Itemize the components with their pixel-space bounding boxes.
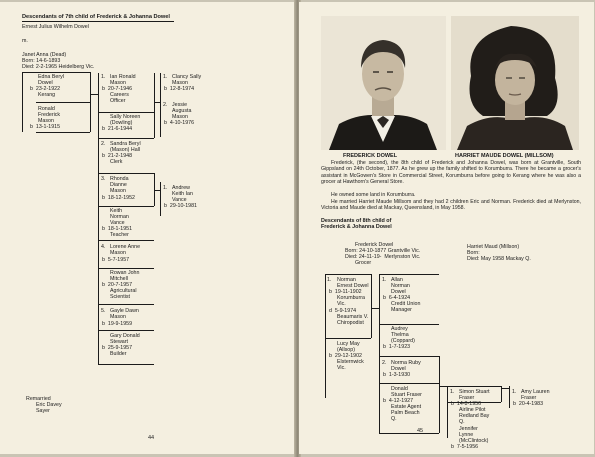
bracket-line — [379, 433, 439, 434]
person-name-line: Mason — [172, 80, 188, 86]
person-name-line: Norman — [110, 214, 129, 220]
person-detail: Elsternwick — [337, 359, 364, 365]
remarried-line: Sayer — [36, 408, 50, 414]
biography-paragraph-3: He married Harriet Maude Millsom and they had 2 children Eric and Norman. Frederick died at Merlynston, Victoria and Maude died at Mackay, Queensland, in May 1958. — [321, 199, 581, 212]
person-name-line: Jennifer — [459, 426, 478, 432]
person-detail: Palm Beach — [391, 410, 420, 416]
right-heading-line-1: Descendants of 8th child of — [321, 218, 392, 224]
person-name-line: Augusta — [172, 108, 192, 114]
bracket-line — [509, 386, 510, 408]
bracket-line — [154, 190, 160, 191]
bracket-line — [447, 386, 448, 438]
person-name-line: Jessie — [172, 102, 188, 108]
person-name-line: Dianne — [110, 182, 127, 188]
bracket-line — [379, 356, 439, 357]
person-number: 2. — [382, 360, 387, 366]
birth-date: b 29-10-1981 — [164, 203, 197, 209]
biography-paragraph-1: Frederick, (the second), the 8th child of Frederick and Johanna Dowel, was born at Grantville, South Gippsland on 24th October, 1877. As he grew up the family shifted to Korumburra. There he became a grocer's assistant in McGowen's Store in Commercial Street, Korumburra before going to Kerang where he was also a grocer at Hawthorn's General Store. — [321, 160, 581, 186]
person-name-line: Donald — [391, 386, 408, 392]
person-name-line: Ernest Dowel — [337, 283, 369, 289]
person-number: 1. — [382, 277, 387, 283]
birth-date: b 1-3-1930 — [383, 372, 411, 378]
portrait-photo-harriet — [451, 16, 579, 150]
bracket-line — [325, 274, 326, 398]
bracket-line — [98, 268, 154, 269]
bracket-line — [98, 112, 154, 113]
left-subheading: Ernest Julius Wilhelm Dowel — [22, 24, 89, 30]
married-label: m. — [22, 38, 28, 44]
bracket-line — [90, 94, 98, 95]
person-detail: Estate Agent — [391, 404, 422, 410]
bracket-line — [439, 356, 440, 433]
person-number: 1. — [163, 74, 168, 80]
person-name-line: Mason — [110, 188, 126, 194]
person-name-line: Mason — [110, 250, 126, 256]
remarried-line: Eric Davey — [36, 402, 62, 408]
bracket-line — [325, 274, 371, 275]
bracket-line — [22, 72, 90, 73]
heading-underline — [22, 21, 174, 22]
person-number: 3. — [101, 176, 106, 182]
bracket-line — [90, 72, 91, 132]
birth-date: b 20-7-1946 — [102, 86, 133, 92]
birth-date: b 29-12-1902 — [329, 353, 362, 359]
spouse-died: Died: 2-2-1965 Heidelberg Vic. — [22, 64, 95, 70]
person-number: 4. — [101, 244, 106, 250]
person-number: 1. — [101, 74, 106, 80]
person-name-line: Lucy May — [337, 341, 360, 347]
left-page — [0, 2, 296, 454]
page-number: 44 — [148, 435, 155, 441]
parent-line: Died: 24-11-19- Merlynston Vic. — [345, 254, 421, 260]
bracket-line — [379, 274, 380, 434]
right-heading-line-2: Frederick & Johanna Dowel — [321, 224, 392, 230]
bracket-line — [154, 73, 155, 138]
birth-date: b 4-10-1976 — [164, 120, 195, 126]
person-name-line: (Mason) Hall — [110, 147, 141, 153]
page-number: 45 — [417, 428, 424, 434]
bracket-line — [98, 73, 99, 365]
person-name-line: Lorene Anne — [110, 244, 141, 250]
bracket-line — [325, 338, 371, 339]
bracket-line — [98, 364, 154, 365]
person-name-line: Edna Beryl — [38, 74, 64, 80]
parent-line: Born: — [467, 250, 480, 256]
bracket-line — [447, 386, 501, 387]
person-number: 5. — [101, 308, 106, 314]
person-name-line: Norma Ruby — [391, 360, 421, 366]
bracket-line — [98, 240, 154, 241]
person-detail: Scientist — [110, 294, 131, 300]
bracket-line — [160, 182, 161, 216]
person-name-line: Sally Noreen — [110, 114, 141, 120]
birth-date: b 19-11-1902 — [329, 289, 362, 295]
bracket-line — [36, 102, 90, 103]
biography-paragraph-2: He owned some land in Korumburra. — [331, 192, 416, 198]
parent-line: Born: 24-10-1877 Grantville Vic. — [345, 248, 421, 254]
person-name-line: Clancy Sally — [172, 74, 202, 80]
person-name-line: Stewart — [110, 339, 128, 345]
person-name-line: (McClintock) — [459, 438, 489, 444]
bracket-line — [154, 102, 160, 103]
person-name-line: Allan — [391, 277, 403, 283]
portrait-man-image — [321, 16, 446, 150]
death-date: d 5-9-1974 — [329, 308, 357, 314]
person-number: 1. — [327, 277, 332, 283]
bracket-line — [379, 274, 439, 275]
person-detail: Chiropodist — [337, 320, 364, 326]
person-name-line: Lynne — [459, 432, 474, 438]
person-name-line: Dowel — [391, 289, 406, 295]
person-detail: Q. — [459, 419, 465, 425]
parent-line: Grocer — [355, 260, 372, 266]
person-detail: Q. — [391, 416, 397, 422]
person-name-line: Mitchell — [110, 276, 128, 282]
bracket-line — [379, 383, 439, 384]
person-detail: Redland Bay — [459, 413, 490, 419]
parent-line: Harriet Maud (Millson) — [467, 244, 520, 250]
person-name-line: Audrey — [391, 326, 408, 332]
person-name-line: Frederick — [38, 112, 61, 118]
person-name-line: Sandra Beryl — [110, 141, 141, 147]
person-name-line: Simon Stuart — [459, 389, 490, 395]
person-name-line: Fraser — [521, 395, 537, 401]
bracket-line — [371, 308, 379, 309]
person-detail: Builder — [110, 351, 127, 357]
birth-date: b 7-5-1956 — [451, 444, 479, 450]
bracket-line — [98, 138, 154, 139]
birth-date: b 18-1-1951 — [102, 226, 133, 232]
photo-caption-harriet: HARRIET MAUDE DOWEL (MILLSOM) — [455, 153, 554, 159]
person-name-line: Gary Donald — [110, 333, 140, 339]
birth-date: b 25-9-1957 — [102, 345, 133, 351]
person-name-line: Andrew — [172, 185, 190, 191]
birth-date: b 14-8-1956 — [451, 401, 482, 407]
parent-line: Died: May 1958 Mackay Q. — [467, 256, 531, 262]
person-detail: Credit Union — [391, 301, 421, 307]
person-detail: Airline Pilot — [459, 407, 486, 413]
birth-date: b 19-9-1959 — [102, 321, 133, 327]
person-name-line: Norman — [337, 277, 356, 283]
person-name-line: (Coppard) — [391, 338, 415, 344]
person-name-line: Vance — [172, 197, 187, 203]
birth-date: b 20-4-1983 — [513, 401, 544, 407]
portrait-woman-image — [451, 16, 579, 150]
person-name-line: Mason — [38, 118, 54, 124]
person-number: 1. — [450, 389, 455, 395]
remarried-line: Remarried — [26, 396, 51, 402]
person-detail: Careers — [110, 92, 129, 98]
person-name-line: Mason — [172, 114, 188, 120]
person-detail: Korumburra — [337, 295, 365, 301]
person-detail: Agricultural — [110, 288, 137, 294]
person-detail: Officer — [110, 98, 126, 104]
person-name-line: Thelma — [391, 332, 409, 338]
person-detail: Vic. — [337, 301, 346, 307]
birth-date: b 13-1-1915 — [30, 124, 61, 130]
birth-date: b 6-4-1924 — [383, 295, 411, 301]
person-name-line: Stuart Fraser — [391, 392, 422, 398]
person-name-line: Dowel — [391, 366, 406, 372]
person-detail: Clerk — [110, 159, 123, 165]
person-name-line: Mason — [110, 80, 126, 86]
person-number: 2. — [101, 141, 106, 147]
person-name-line: Vance — [110, 220, 125, 226]
person-name-line: Keith — [110, 208, 123, 214]
person-number: 1. — [512, 389, 517, 395]
person-name-line: Gayle Dawn — [110, 308, 139, 314]
bracket-line — [371, 274, 372, 338]
bracket-line — [439, 386, 447, 387]
left-heading: Descendants of 7th child of Frederick & Johanna Dowel — [22, 14, 170, 20]
person-name-line: Mason — [110, 314, 126, 320]
birth-date: b 20-7-1957 — [102, 282, 133, 288]
bracket-line — [98, 330, 154, 331]
bracket-line — [501, 388, 509, 389]
birth-date: b 5-7-1957 — [102, 257, 130, 263]
person-name-line: Keith Ian — [172, 191, 193, 197]
birth-date: b 21-6-1944 — [102, 126, 133, 132]
person-name-line: Rowan John — [110, 270, 140, 276]
person-name-line: (Dowling) — [110, 120, 133, 126]
birth-date: b 4-12-1927 — [383, 398, 414, 404]
birth-date: b 18-12-1952 — [102, 195, 135, 201]
bracket-line — [22, 72, 23, 132]
portrait-photo-frederick — [321, 16, 446, 150]
person-detail: Manager — [391, 307, 412, 313]
bracket-line — [379, 324, 439, 325]
person-name-line: Ronald — [38, 106, 55, 112]
person-name-line: Fraser — [459, 395, 475, 401]
spouse-born: Born: 14-6-1893 — [22, 58, 61, 64]
bracket-line — [98, 173, 154, 174]
bracket-line — [160, 73, 161, 137]
person-detail: Beaumaris V. — [337, 314, 369, 320]
birth-date: b 21-2-1948 — [102, 153, 133, 159]
person-name-line: (Allsop) — [337, 347, 355, 353]
bracket-line — [98, 304, 154, 305]
right-page — [299, 2, 594, 454]
person-name-line: Rhonda — [110, 176, 129, 182]
person-number: 2. — [163, 102, 168, 108]
photo-caption-frederick: FREDERICK DOWEL — [343, 153, 398, 159]
person-detail: Teacher — [110, 232, 129, 238]
person-number: 1. — [163, 185, 168, 191]
person-name-line: Norman — [391, 283, 410, 289]
birth-date: b 23-2-1922 — [30, 86, 61, 92]
birth-date: b 1-7-1923 — [383, 344, 411, 350]
spouse-name: Janet Anna (Dead) — [22, 52, 67, 58]
person-name-line: Amy Lauren — [521, 389, 550, 395]
bracket-line — [36, 132, 90, 133]
person-name-line: Dowel — [38, 80, 53, 86]
birth-date: b 12-8-1974 — [164, 86, 195, 92]
bracket-line — [98, 206, 154, 207]
person-detail: Vic. — [337, 365, 346, 371]
parent-line: Frederick Dowel — [355, 242, 394, 248]
person-name-line: Ian Ronald — [110, 74, 136, 80]
person-detail: Kerang — [38, 92, 56, 98]
